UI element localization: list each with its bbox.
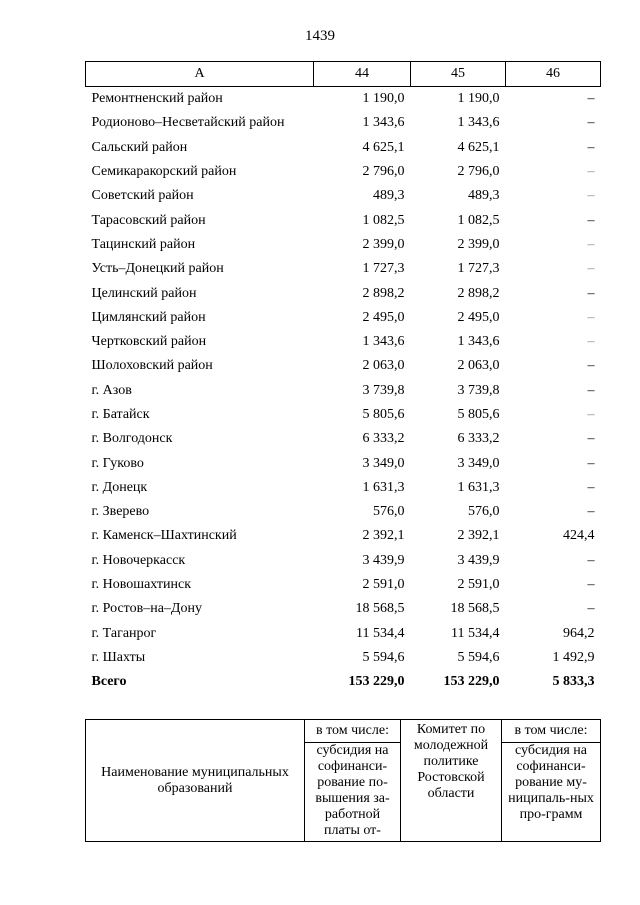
- municipality-name-cell: г. Новошахтинск: [91, 577, 192, 593]
- col-45-value: 153 229,0: [443, 674, 500, 690]
- subtable-header: [85, 719, 601, 842]
- col-46-value: –: [587, 382, 595, 398]
- salary-subsidy-header: субсидия на софинанси-рование по-вышения за-работной платы от-: [305, 743, 401, 842]
- including-header-2: в том числе:: [502, 720, 601, 743]
- col-46-value: –: [587, 407, 595, 422]
- col-44-value: 4 625,1: [362, 139, 405, 155]
- table-row: [86, 500, 601, 524]
- col-45-value: 3 439,9: [457, 552, 500, 568]
- col-46-value: –: [587, 455, 595, 471]
- col-46-value: –: [587, 285, 595, 301]
- municipality-name-cell: Тарасовский район: [91, 212, 206, 228]
- col-44-value: 3 349,0: [362, 455, 405, 471]
- col-45-value: 1 082,5: [457, 212, 500, 228]
- municipality-name-cell: г. Волгодонск: [91, 431, 173, 447]
- col-45-value: 2 063,0: [457, 358, 500, 374]
- municipality-name-cell: г. Каменск–Шахтинский: [91, 528, 237, 544]
- table-row: [86, 184, 601, 208]
- table-row: [86, 622, 601, 646]
- budget-table-header: [86, 62, 601, 87]
- col-45-value: 1 190,0: [457, 91, 500, 107]
- col-45-value: 2 495,0: [457, 309, 500, 325]
- col-44-value: 11 534,4: [356, 625, 405, 641]
- col-45-value: 4 625,1: [457, 139, 500, 155]
- col-46-value: –: [587, 164, 595, 180]
- col-46-value: 964,2: [563, 625, 595, 641]
- col-46-value: –: [587, 91, 595, 107]
- col-45-value: 2 796,0: [457, 164, 500, 180]
- col-46-value: –: [587, 552, 595, 568]
- col-44-value: 1 727,3: [362, 261, 405, 277]
- col-46-value: 1 492,9: [552, 649, 595, 665]
- col-44-value: 1 631,3: [362, 479, 405, 495]
- col-44-value: 5 594,6: [362, 649, 405, 665]
- municipality-name-cell: г. Гуково: [91, 455, 144, 471]
- col-45-value: 576,0: [468, 504, 500, 520]
- municipality-name-cell: Всего: [91, 674, 127, 690]
- table-row: [86, 257, 601, 281]
- col-45-value: 1 727,3: [457, 261, 500, 277]
- col-44-value: 3 439,9: [362, 552, 405, 568]
- col-46-value: –: [587, 334, 595, 350]
- table-row: [86, 573, 601, 597]
- col-45-value: 3 739,8: [457, 382, 500, 398]
- col-46-value: –: [587, 577, 595, 593]
- table-row: [86, 354, 601, 378]
- col-45-value: 1 343,6: [457, 334, 500, 350]
- table-row: [86, 160, 601, 184]
- col-45-value: 11 534,4: [451, 625, 500, 641]
- col-45-value: 2 399,0: [457, 236, 500, 252]
- municipality-name-header: Наименование муниципальных образований: [86, 720, 305, 842]
- municipality-name-cell: г. Новочеркасск: [91, 552, 186, 568]
- col-44-value: 2 591,0: [362, 577, 405, 593]
- col-44-value: 1 343,6: [362, 334, 405, 350]
- col-44-value: 2 063,0: [362, 358, 405, 374]
- budget-table: [85, 61, 601, 694]
- col-44-value: 2 796,0: [362, 164, 405, 180]
- municipality-name-cell: Родионово–Несветайский район: [91, 115, 285, 131]
- col-45-value: 3 349,0: [457, 455, 500, 471]
- municipality-name-cell: г. Шахты: [91, 649, 146, 665]
- table-row: [86, 549, 601, 573]
- municipality-name-cell: Советский район: [91, 188, 194, 204]
- col-45-value: 18 568,5: [450, 601, 500, 617]
- col-46-value: –: [587, 212, 595, 228]
- table-row: [86, 111, 601, 135]
- col-46-value: 5 833,3: [552, 674, 595, 690]
- col-46-value: –: [587, 188, 595, 204]
- header-col-a: А: [86, 62, 314, 87]
- table-row: [86, 208, 601, 232]
- col-46-value: 424,4: [563, 528, 595, 544]
- municipality-name-cell: Усть–Донецкий район: [91, 261, 224, 277]
- col-45-value: 5 805,6: [457, 407, 500, 422]
- table-row: [86, 330, 601, 354]
- col-44-value: 489,3: [373, 188, 405, 204]
- col-44-value: 18 568,5: [355, 601, 405, 617]
- col-44-value: 1 190,0: [362, 91, 405, 107]
- col-44-value: 6 333,2: [362, 431, 405, 447]
- municipality-name-cell: Чертковский район: [91, 334, 207, 350]
- municipality-name-cell: г. Зверево: [91, 504, 150, 520]
- table-row: [86, 524, 601, 548]
- table-row: [86, 403, 601, 427]
- col-44-value: 2 898,2: [362, 285, 405, 301]
- col-44-value: 1 343,6: [362, 115, 405, 131]
- header-col-46: 46: [506, 62, 601, 87]
- col-45-value: 2 898,2: [457, 285, 500, 301]
- header-col-45: 45: [411, 62, 506, 87]
- municipal-programs-subsidy-header: субсидия на софинанси-рование му-ниципаль-ных про-грамм: [502, 743, 601, 842]
- col-46-value: –: [587, 431, 595, 447]
- municipality-name-cell: Шолоховский район: [91, 358, 213, 374]
- table-row: [86, 451, 601, 475]
- table-row: [86, 281, 601, 305]
- municipality-name-cell: г. Азов: [91, 382, 132, 398]
- col-45-value: 1 343,6: [457, 115, 500, 131]
- col-45-value: 1 631,3: [457, 479, 500, 495]
- table-row: [86, 597, 601, 621]
- col-46-value: –: [587, 601, 595, 617]
- col-46-value: –: [587, 504, 595, 520]
- col-44-value: 1 082,5: [362, 212, 405, 228]
- col-46-value: –: [587, 358, 595, 374]
- municipality-name-cell: г. Ростов–на–Дону: [91, 601, 202, 617]
- header-col-44: 44: [314, 62, 411, 87]
- page-number: 1439: [305, 28, 335, 44]
- col-44-value: 2 399,0: [362, 236, 405, 252]
- table-row: [86, 87, 601, 112]
- youth-committee-header: Комитет по молодежной политике Ростовской области: [401, 720, 502, 842]
- col-44-value: 2 495,0: [362, 309, 405, 325]
- col-44-value: 2 392,1: [362, 528, 405, 544]
- municipality-name-cell: г. Донецк: [91, 479, 148, 495]
- col-46-value: –: [587, 139, 595, 155]
- including-header-1: в том числе:: [305, 720, 401, 743]
- municipality-name-cell: Тацинский район: [91, 236, 196, 252]
- col-45-value: 489,3: [468, 188, 500, 204]
- col-44-value: 153 229,0: [348, 674, 405, 690]
- col-45-value: 2 392,1: [457, 528, 500, 544]
- municipality-name-cell: Целинский район: [91, 285, 197, 301]
- col-46-value: –: [587, 261, 595, 277]
- table-row: [86, 379, 601, 403]
- col-45-value: 6 333,2: [457, 431, 500, 447]
- municipality-name-cell: г. Батайск: [91, 407, 150, 422]
- total-row: [86, 670, 601, 694]
- col-45-value: 2 591,0: [457, 577, 500, 593]
- table-row: [86, 427, 601, 451]
- municipality-name-cell: Семикаракорский район: [91, 164, 237, 180]
- col-46-value: –: [587, 115, 595, 131]
- table-row: [86, 646, 601, 670]
- municipality-name-cell: г. Таганрог: [91, 625, 157, 641]
- table-row: [86, 306, 601, 330]
- municipality-name-cell: Цимлянский район: [91, 309, 206, 325]
- col-45-value: 5 594,6: [457, 649, 500, 665]
- municipality-name-cell: Сальский район: [91, 139, 188, 155]
- col-46-value: –: [587, 479, 595, 495]
- table-row: [86, 476, 601, 500]
- col-46-value: –: [587, 236, 595, 252]
- col-44-value: 5 805,6: [362, 407, 405, 422]
- table-row: [86, 233, 601, 257]
- table-row: [86, 136, 601, 160]
- municipality-name-cell: Ремонтненский район: [91, 91, 223, 107]
- col-44-value: 576,0: [373, 504, 405, 520]
- budget-table-body: [86, 87, 601, 695]
- col-44-value: 3 739,8: [362, 382, 405, 398]
- col-46-value: –: [587, 309, 595, 325]
